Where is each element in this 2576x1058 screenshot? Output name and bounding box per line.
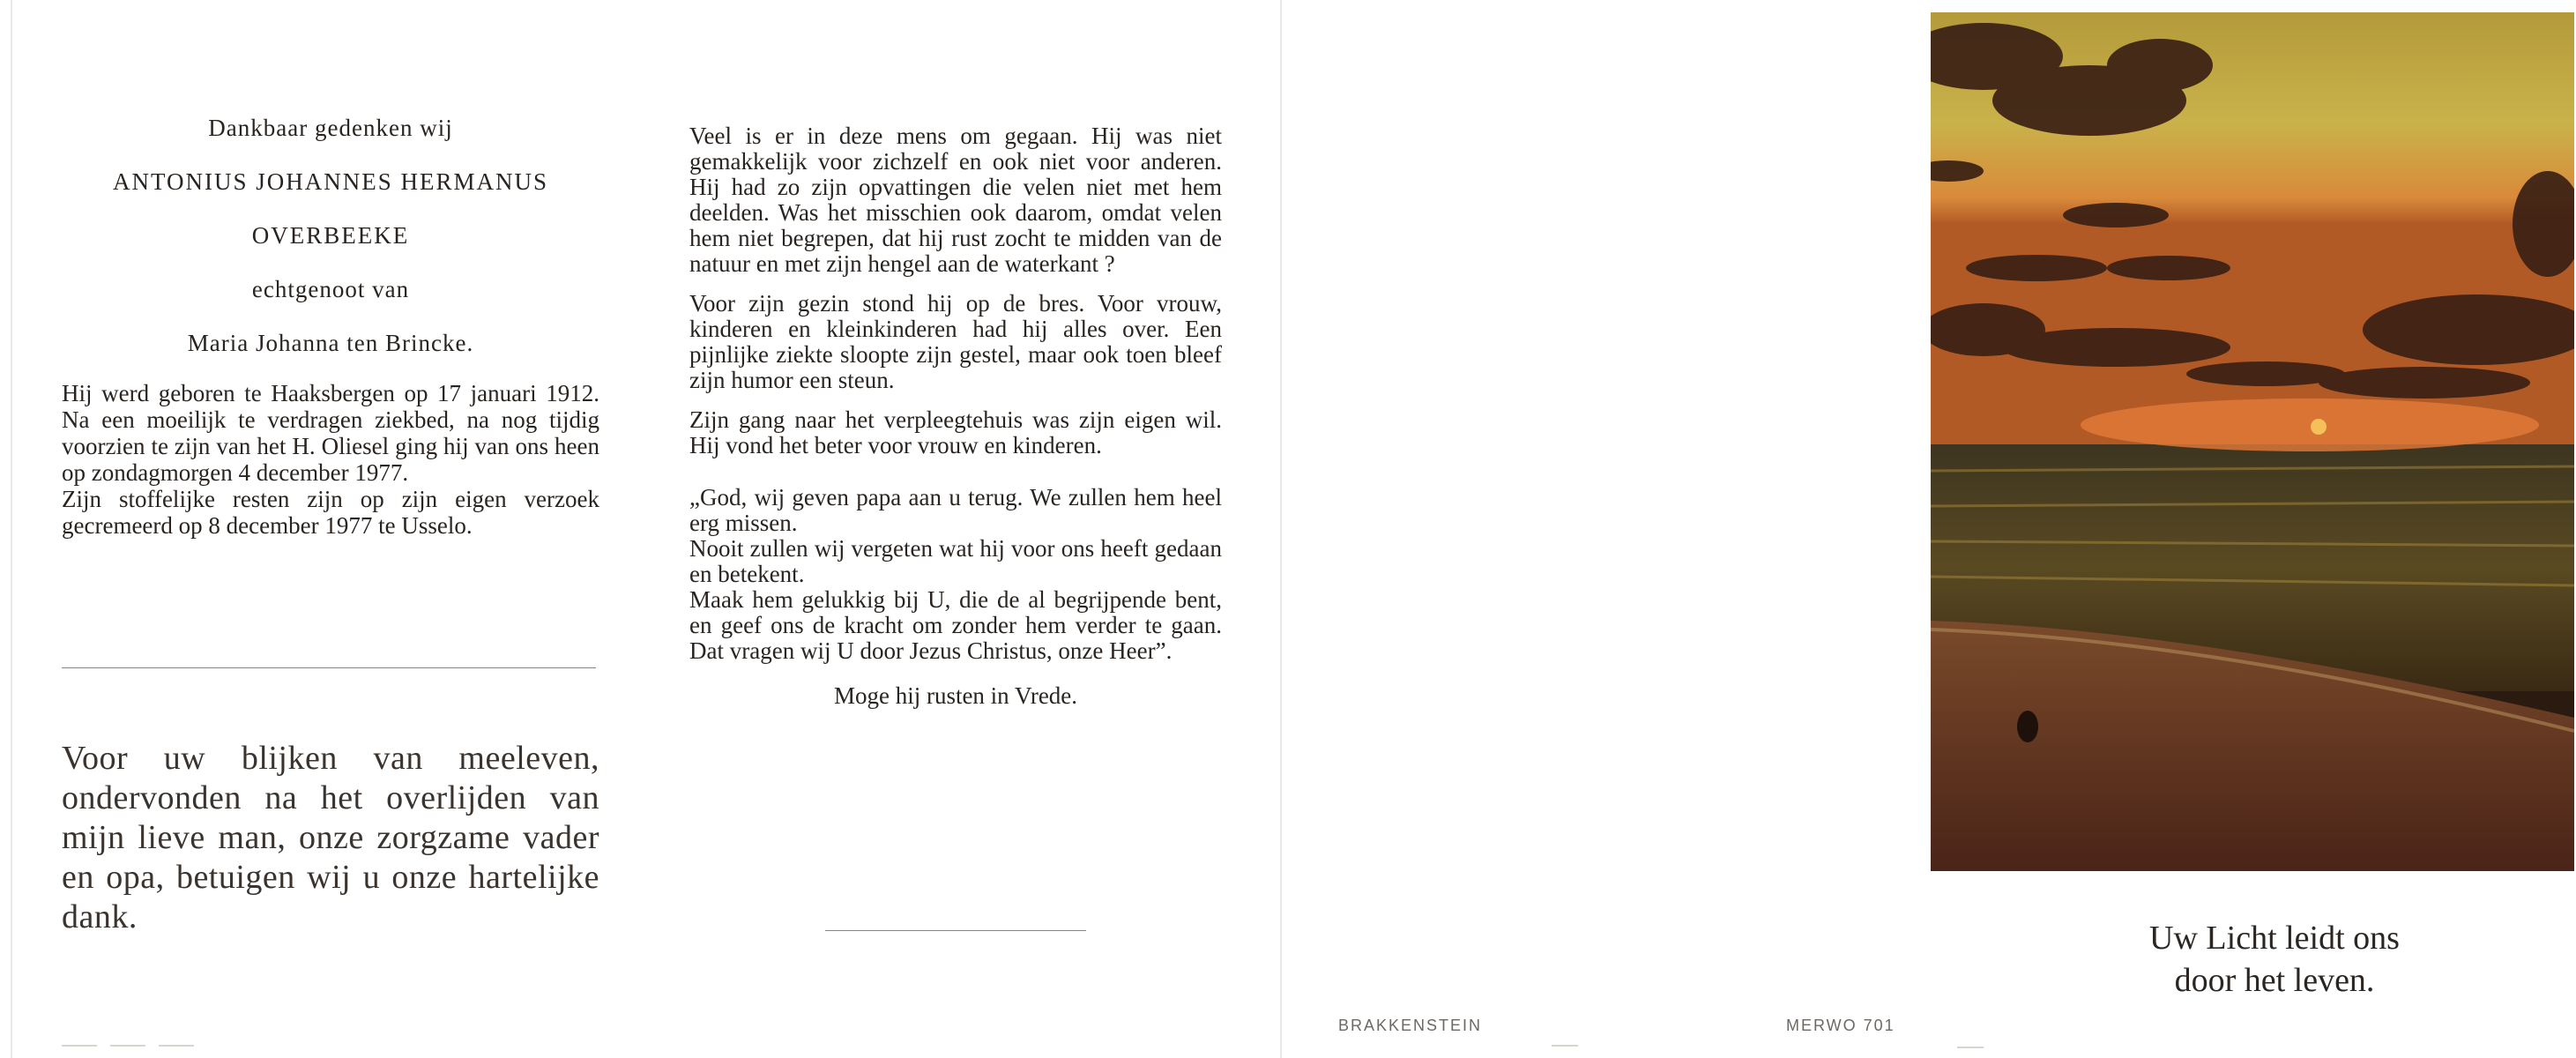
deceased-name-line1: ANTONIUS JOHANNES HERMANUS [112,168,549,195]
scan-mark [1552,1045,1578,1047]
biography-paragraph-2: Zijn stoffelijke resten zijn op zijn eigen verzoek gecremeerd op 8 december 1977 te Usselo. [62,486,599,539]
memorial-text [689,123,1222,723]
scan-mark [1957,1047,1984,1048]
sunset-photo [1931,12,2574,871]
fold-line-center [1280,0,1282,1058]
text-paragraph-1: Veel is er in deze mens om gegaan. Hij was niet gemakkelijk voor zichzelf en ook niet voor anderen. Hij had zo zijn opvattingen die velen niet met hem deelden. Was het misschien ook daarom, omdat velen hem niet begrepen, dat hij rust zocht te midden van de natuur en met zijn hengel aan de waterkant ? [689,123,1222,277]
memorial-header [62,115,599,539]
scan-mark [62,1045,97,1047]
spouse-intro: echtgenoot van [251,276,410,302]
scan-mark [159,1045,194,1047]
caption-line-1: Uw Licht leidt ons [2149,920,2400,957]
text-paragraph-3: Zijn gang naar het verpleegtehuis was zijn eigen wil. Hij vond het beter voor vrouw en kinderen. [689,406,1222,458]
photo-caption [1931,917,2576,1002]
divider-line [62,667,596,668]
prayer-line-2: Nooit zullen wij vergeten wat hij voor ons heeft gedaan en betekent. [689,535,1222,587]
spouse-name: Maria Johanna ten Brincke. [187,330,474,356]
caption-line-2: door het leven. [2174,962,2375,999]
biography [62,380,599,539]
prayer-line-1: „God, wij geven papa aan u terug. We zullen hem heel erg missen. [689,484,1222,536]
prayer-line-3: Maak hem gelukkig bij U, die de al begrijpende bent, en geef ons de kracht om zonder hem verder te gaan. Dat vragen wij U door Jezus Christus, onze Heer”. [689,586,1222,664]
biography-paragraph-1: Hij werd geboren te Haaksbergen op 17 januari 1912. Na een moeilijk te verdragen ziekbed, na nog tijdig voorzien te zijn van het H. Oliesel ging hij van ons heen op zondagmorgen 4 december 1977. [62,380,599,486]
closing-divider [825,930,1086,931]
thanks-message: Voor uw blijken van meeleven, ondervonden na het overlijden van mijn lieve man, onze zorgzame vader en opa, betuigen wij u onze hartelijke dank. [62,740,599,935]
text-paragraph-2: Voor zijn gezin stond hij op de bres. Voor vrouw, kinderen en kleinkinderen had hij alles over. Een pijnlijke ziekte sloopte zijn gestel, maar ook toen bleef zijn humor een steun. [689,290,1222,393]
fold-line-left [11,0,12,1058]
deceased-name-line2: OVERBEEKE [251,222,410,249]
prayer [689,485,1222,664]
card-number-imprint: MERWO 701 [1786,1017,1895,1034]
scan-mark [110,1045,145,1047]
publisher-imprint: BRAKKENSTEIN [1338,1017,1483,1034]
intro-text: Dankbaar gedenken wij [208,115,453,141]
closing-line: Moge hij rusten in Vrede. [833,682,1078,709]
sunset-over-sea-icon [1931,12,2574,871]
